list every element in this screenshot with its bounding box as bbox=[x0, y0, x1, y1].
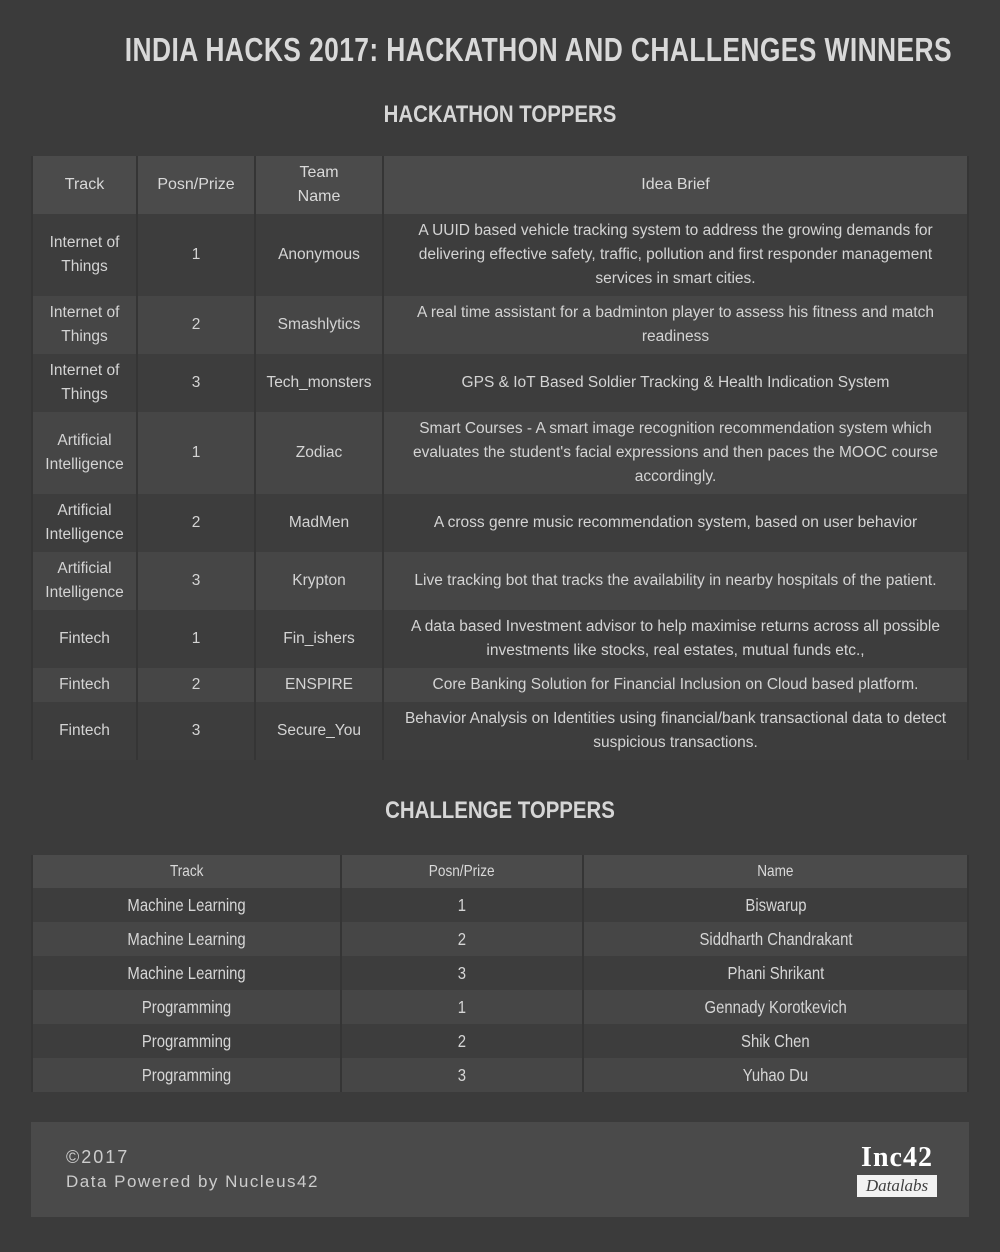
cell-posn: 3 bbox=[138, 354, 254, 412]
cell-track: Artificial Intelligence bbox=[33, 494, 136, 552]
cell-idea: Live tracking bot that tracks the availability in nearby hospitals of the patient. bbox=[384, 552, 967, 610]
cell-posn: 3 bbox=[138, 552, 254, 610]
header-row bbox=[33, 156, 967, 214]
cell-name: Biswarup bbox=[584, 888, 967, 922]
table-row bbox=[33, 702, 967, 760]
cell-track: Programming bbox=[33, 990, 340, 1024]
inc42-datalabs-logo bbox=[857, 1143, 937, 1197]
header-row bbox=[33, 855, 967, 888]
cell-idea: Smart Courses - A smart image recognition recommendation system which evaluates the student's facial expressions and then paces the MOOC course accordingly. bbox=[384, 412, 967, 494]
table-row bbox=[33, 956, 967, 990]
cell-track: Fintech bbox=[33, 702, 136, 760]
table-row bbox=[33, 922, 967, 956]
table-row bbox=[33, 494, 967, 552]
cell-track: Artificial Intelligence bbox=[33, 552, 136, 610]
table-row bbox=[33, 552, 967, 610]
cell-track: Fintech bbox=[33, 610, 136, 668]
cell-track: Machine Learning bbox=[33, 888, 340, 922]
cell-posn: 3 bbox=[342, 1058, 582, 1092]
table-row bbox=[33, 1024, 967, 1058]
column-header-track: Track bbox=[33, 855, 340, 888]
column-header-name: Name bbox=[584, 855, 967, 888]
cell-name: Yuhao Du bbox=[584, 1058, 967, 1092]
cell-team: Zodiac bbox=[256, 412, 382, 494]
column-header-idea-brief: Idea Brief bbox=[384, 156, 967, 214]
cell-team: Fin_ishers bbox=[256, 610, 382, 668]
cell-track: Internet of Things bbox=[33, 354, 136, 412]
copyright-text: ©2017 bbox=[66, 1146, 130, 1167]
cell-posn: 3 bbox=[342, 956, 582, 990]
cell-idea: A cross genre music recommendation system, based on user behavior bbox=[384, 494, 967, 552]
column-header-track: Track bbox=[33, 156, 136, 214]
cell-track: Machine Learning bbox=[33, 922, 340, 956]
table-row bbox=[33, 888, 967, 922]
cell-team: Secure_You bbox=[256, 702, 382, 760]
column-header-posn-prize: Posn/Prize bbox=[342, 855, 582, 888]
table-row bbox=[33, 296, 967, 354]
table-row bbox=[33, 354, 967, 412]
cell-idea: GPS & IoT Based Soldier Tracking & Health Indication System bbox=[384, 354, 967, 412]
cell-posn: 2 bbox=[138, 296, 254, 354]
hackathon-table-header bbox=[33, 156, 967, 214]
cell-team: Krypton bbox=[256, 552, 382, 610]
table-row bbox=[33, 1058, 967, 1092]
hackathon-table bbox=[31, 156, 969, 760]
table-row bbox=[33, 610, 967, 668]
challenge-table-header bbox=[33, 855, 967, 888]
challenge-table bbox=[31, 855, 969, 1092]
cell-team: Smashlytics bbox=[256, 296, 382, 354]
footer bbox=[31, 1122, 969, 1217]
cell-team: Tech_monsters bbox=[256, 354, 382, 412]
cell-track: Artificial Intelligence bbox=[33, 412, 136, 494]
cell-posn: 1 bbox=[342, 990, 582, 1024]
cell-posn: 2 bbox=[342, 922, 582, 956]
footer-credits bbox=[66, 1145, 319, 1195]
page-title: INDIA HACKS 2017: HACKATHON AND CHALLENGES WINNERS bbox=[124, 31, 952, 68]
cell-track: Fintech bbox=[33, 668, 136, 702]
table-row bbox=[33, 412, 967, 494]
cell-name: Gennady Korotkevich bbox=[584, 990, 967, 1024]
cell-track: Internet of Things bbox=[33, 214, 136, 296]
cell-idea: A UUID based vehicle tracking system to address the growing demands for delivering effective safety, traffic, pollution and first responder management services in smart cities. bbox=[384, 214, 967, 296]
powered-by-text: Data Powered by Nucleus42 bbox=[66, 1171, 319, 1191]
datalabs-label: Datalabs bbox=[857, 1175, 937, 1197]
cell-name: Shik Chen bbox=[584, 1024, 967, 1058]
cell-name: Siddharth Chandrakant bbox=[584, 922, 967, 956]
cell-idea: A real time assistant for a badminton player to assess his fitness and match readiness bbox=[384, 296, 967, 354]
cell-track: Internet of Things bbox=[33, 296, 136, 354]
hackathon-section-title: HACKATHON TOPPERS bbox=[383, 101, 617, 128]
cell-posn: 2 bbox=[138, 668, 254, 702]
table-row bbox=[33, 990, 967, 1024]
cell-idea: Core Banking Solution for Financial Inclusion on Cloud based platform. bbox=[384, 668, 967, 702]
cell-idea: A data based Investment advisor to help maximise returns across all possible investments like stocks, real estates, mutual funds etc., bbox=[384, 610, 967, 668]
column-header-team-name: Team Name bbox=[256, 156, 382, 214]
cell-posn: 2 bbox=[138, 494, 254, 552]
cell-team: ENSPIRE bbox=[256, 668, 382, 702]
table-row bbox=[33, 214, 967, 296]
cell-posn: 1 bbox=[138, 412, 254, 494]
column-header-posn-prize: Posn/Prize bbox=[138, 156, 254, 214]
cell-posn: 1 bbox=[342, 888, 582, 922]
cell-team: Anonymous bbox=[256, 214, 382, 296]
cell-idea: Behavior Analysis on Identities using financial/bank transactional data to detect suspicious transactions. bbox=[384, 702, 967, 760]
inc42-wordmark: Inc42 bbox=[861, 1141, 933, 1173]
cell-posn: 1 bbox=[138, 214, 254, 296]
challenge-section-title: CHALLENGE TOPPERS bbox=[385, 797, 615, 824]
cell-posn: 2 bbox=[342, 1024, 582, 1058]
cell-track: Machine Learning bbox=[33, 956, 340, 990]
table-row bbox=[33, 668, 967, 702]
cell-posn: 1 bbox=[138, 610, 254, 668]
cell-track: Programming bbox=[33, 1024, 340, 1058]
cell-name: Phani Shrikant bbox=[584, 956, 967, 990]
cell-posn: 3 bbox=[138, 702, 254, 760]
cell-team: MadMen bbox=[256, 494, 382, 552]
cell-track: Programming bbox=[33, 1058, 340, 1092]
